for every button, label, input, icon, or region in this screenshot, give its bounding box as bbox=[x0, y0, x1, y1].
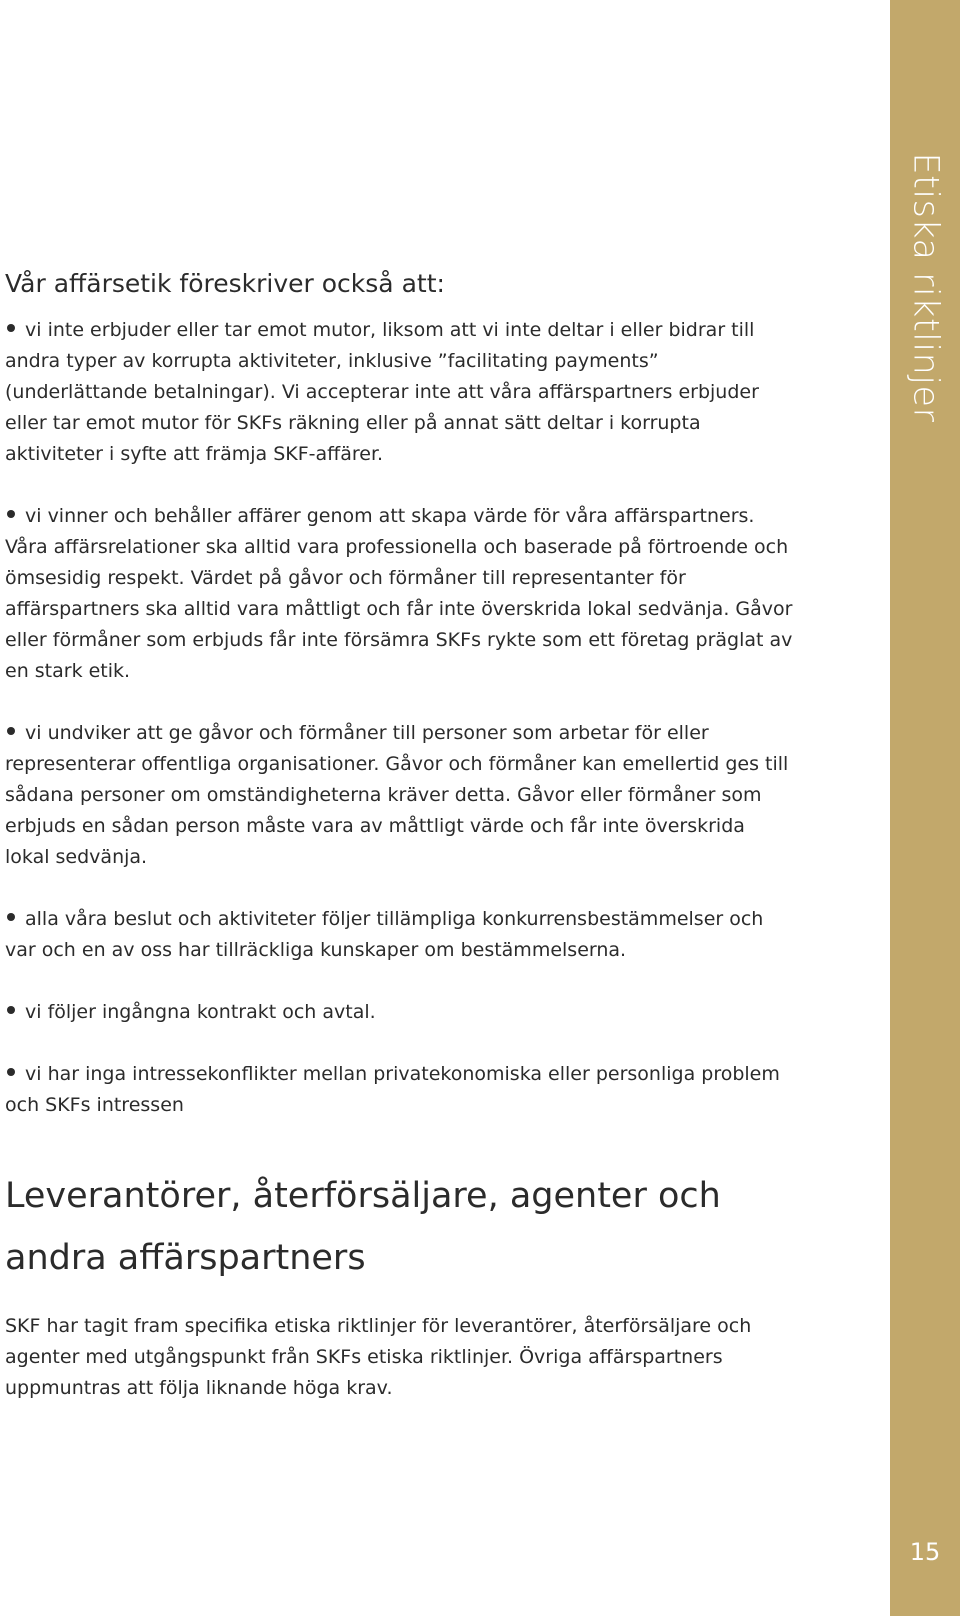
list-item bbox=[5, 501, 795, 687]
business-ethics-section bbox=[5, 268, 795, 1152]
list-item-text: vi följer ingångna kontrakt och avtal. bbox=[25, 1000, 376, 1023]
list-item-text: vi inte erbjuder eller tar emot mutor, liksom att vi inte deltar i eller bidrar till andra typer av korrupta aktiviteter, inklusive ”facilitating payments” (underlättande betalningar). Vi accepterar inte att våra affärspartners erbjuder eller tar emot mutor för SKFs räkning eller på annat sätt deltar i korrupta aktiviteter i syfte att främja SKF-affärer. bbox=[5, 318, 759, 465]
list-item-text: vi undviker att ge gåvor och förmåner till personer som arbetar för eller representerar offentliga organisationer. Gåvor och förmåner kan emellertid ges till sådana personer om omständigheterna kräver detta. Gåvor eller förmåner som erbjuds en sådan person måste vara av måttligt värde och får inte överskrida lokal sedvänja. bbox=[5, 721, 789, 868]
partners-heading-line1: Leverantörer, återförsäljare, agenter och bbox=[5, 1176, 721, 1216]
section-tab-title: Etiska riktlinjer bbox=[905, 152, 946, 423]
list-item bbox=[5, 997, 795, 1028]
partners-body: SKF har tagit fram specifika etiska riktlinjer för leverantörer, återförsäljare och agenter med utgångspunkt från SKFs etiska riktlinjer. Övriga affärspartners uppmuntras att följa liknande höga krav. bbox=[5, 1315, 752, 1399]
bullet-icon bbox=[7, 1068, 15, 1076]
bullet-icon bbox=[7, 913, 15, 921]
list-item bbox=[5, 1059, 795, 1121]
list-item-text: vi vinner och behåller affärer genom att skapa värde för våra affärspartners. Våra affärsrelationer ska alltid vara professionella och baserade på förtroende och ömsesidig respekt. Värdet på gåvor och förmåner till representanter för affärspartners ska alltid vara måttligt och får inte överskrida lokal sedvänja. Gåvor eller förmåner som erbjuds får inte försämra SKFs rykte som ett företag präglat av en stark etik. bbox=[5, 504, 793, 682]
list-item-text: alla våra beslut och aktiviteter följer tillämpliga konkurrensbestämmelser och var och en av oss har tillräckliga kunskaper om bestämmelserna. bbox=[5, 907, 764, 961]
page-number: 15 bbox=[909, 1538, 941, 1566]
list-item-text: vi har inga intressekonflikter mellan privatekonomiska eller personliga problem och SKFs intressen bbox=[5, 1062, 780, 1116]
side-band bbox=[890, 0, 960, 1616]
list-item bbox=[5, 904, 795, 966]
bullet-icon bbox=[7, 727, 15, 735]
list-item bbox=[5, 718, 795, 873]
partners-heading-line2: andra affärspartners bbox=[5, 1238, 366, 1278]
partners-section bbox=[5, 1165, 795, 1404]
section-heading: Vår affärsetik föreskriver också att: bbox=[5, 269, 445, 298]
bullet-icon bbox=[7, 510, 15, 518]
list-item bbox=[5, 315, 795, 470]
bullet-icon bbox=[7, 1006, 15, 1014]
bullet-icon bbox=[7, 324, 15, 332]
ethics-bullet-list bbox=[5, 315, 795, 1121]
partners-heading bbox=[5, 1165, 795, 1289]
